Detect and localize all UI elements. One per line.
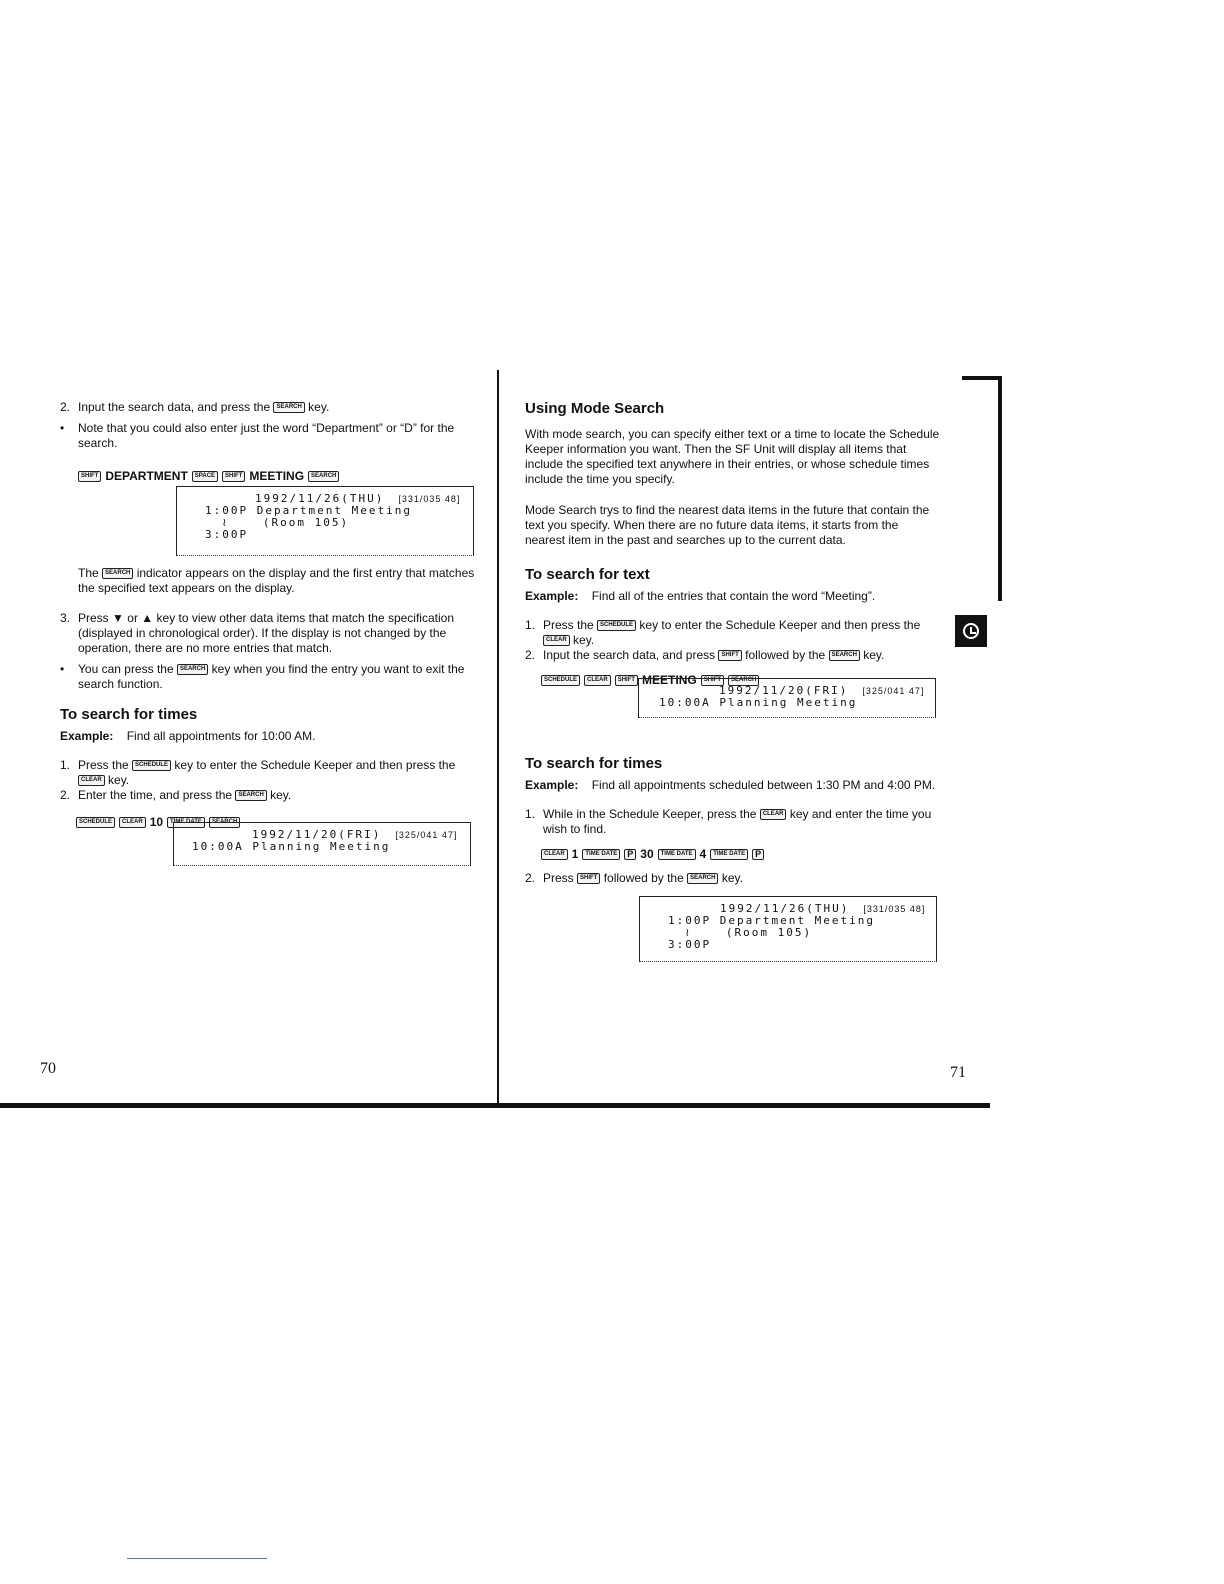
search-key-icon: SEARCH <box>235 790 266 801</box>
search-key-icon: SEARCH <box>308 471 339 482</box>
clear-key-icon: CLEAR <box>119 817 146 828</box>
shift-key-icon: SHIFT <box>718 650 741 661</box>
page-number-left: 70 <box>40 1060 56 1077</box>
step-2b <box>60 788 475 803</box>
lcd-display-1 <box>176 486 474 556</box>
step-1 <box>525 807 940 837</box>
step-text: followed by the <box>603 871 684 885</box>
corner-mark <box>962 376 1002 380</box>
step-3-block <box>60 611 475 829</box>
step-text: Press the <box>78 758 129 772</box>
step-1 <box>60 758 475 788</box>
lcd-line: 3:00P <box>205 528 249 541</box>
shift-key-icon: SHIFT <box>577 873 600 884</box>
bottom-rule <box>0 1103 990 1108</box>
clear-key-icon: CLEAR <box>541 849 568 860</box>
bullet: • <box>60 662 65 676</box>
right-times-section <box>525 755 940 886</box>
clear-key-icon: CLEAR <box>78 775 105 786</box>
step-1 <box>525 618 940 648</box>
clear-key-icon: CLEAR <box>543 635 570 646</box>
para-text: The <box>78 566 99 580</box>
lcd-line: 1:00P Department Meeting <box>205 504 412 517</box>
note-2 <box>60 662 475 692</box>
step-text: Press <box>78 611 109 625</box>
lcd-line: 10:00A Planning Meeting <box>192 840 391 853</box>
step-number: 2. <box>525 648 536 662</box>
indicator-paragraph <box>78 566 476 596</box>
lcd-record: [325/041 47] <box>395 830 458 840</box>
step-text: key. <box>863 648 885 662</box>
step-number: 2. <box>60 400 71 414</box>
shift-key-icon: SHIFT <box>701 675 724 686</box>
edge-mark <box>998 376 1002 601</box>
search-key-icon: SEARCH <box>829 650 860 661</box>
note-text: key when you find the entry you want to exit the search function. <box>78 662 465 691</box>
lcd-line: ≀ (Room 105) <box>205 516 350 529</box>
page-number-right: 71 <box>950 1064 966 1081</box>
clear-key-icon: CLEAR <box>760 809 787 820</box>
step-number: 1. <box>525 618 536 632</box>
key-sequence-1 <box>78 469 475 483</box>
step-text: key and enter the time you wish to find. <box>543 807 932 836</box>
lcd-record: [325/041 47] <box>862 686 925 696</box>
schedule-key-icon: SCHEDULE <box>76 817 115 828</box>
key-text: 10 <box>149 815 164 829</box>
step-text: Press the <box>543 618 594 632</box>
paragraph: Mode Search trys to find the nearest data items in the future that contain the text you specify. When there are no future data items, it starts from the nearest item in the past and searches up to the current data. <box>525 503 930 547</box>
step-text: key. <box>573 633 595 647</box>
step-number: 3. <box>60 611 71 625</box>
step-text: Input the search data, and press the <box>78 400 271 414</box>
lcd-line: ≀ (Room 105) <box>668 926 813 939</box>
shift-key-icon: SHIFT <box>78 471 101 482</box>
step-number: 2. <box>525 871 536 885</box>
step-2 <box>525 871 940 886</box>
shift-key-icon: SHIFT <box>615 675 638 686</box>
key-text: 4 <box>699 847 707 861</box>
step-2 <box>525 648 940 663</box>
key-text: MEETING <box>642 673 697 687</box>
step-2 <box>60 400 475 415</box>
search-key-icon: SEARCH <box>728 675 759 686</box>
lcd-record: [331/035 48] <box>398 494 461 504</box>
lcd-line: 10:00A Planning Meeting <box>659 696 858 709</box>
step-text: key. <box>270 788 292 802</box>
step-text: key to enter the Schedule Keeper and then press the <box>639 618 921 632</box>
step-text: While in the Schedule Keeper, press the <box>543 807 757 821</box>
search-key-icon: SEARCH <box>687 873 718 884</box>
section-heading: Using Mode Search <box>525 400 665 417</box>
step-text: key. <box>721 871 743 885</box>
right-page <box>525 400 940 687</box>
schedule-clock-icon <box>955 615 987 647</box>
schedule-key-icon: SCHEDULE <box>541 675 580 686</box>
step-text: followed by the <box>745 648 826 662</box>
example-label: Example: <box>525 778 579 792</box>
para-text: indicator appears on the display and the first entry that matches the specified text appears on the display. <box>78 566 475 595</box>
step-text: key. <box>108 773 130 787</box>
time-date-key-icon: TIME DATE <box>658 849 696 860</box>
up-arrow-icon: ▲ <box>141 611 154 625</box>
example-text: Find all of the entries that contain the word “Meeting”. <box>591 589 876 603</box>
search-indicator-icon: SEARCH <box>102 568 133 579</box>
time-date-key-icon: TIME DATE <box>582 849 620 860</box>
lcd-date: 1992/11/20(FRI) <box>252 828 382 841</box>
section-heading: To search for times <box>60 706 198 723</box>
example-text: Find all appointments scheduled between 1:30 PM and 4:00 PM. <box>591 778 936 792</box>
p-key-icon: P <box>752 849 764 860</box>
section-heading: To search for times <box>525 755 663 772</box>
page-spine <box>497 370 499 1105</box>
note-text: Note that you could also enter just the word “Department” or “D” for the search. <box>78 421 455 450</box>
key-sequence-4 <box>541 847 940 861</box>
p-key-icon: P <box>624 849 636 860</box>
step-text: Input the search data, and press <box>543 648 716 662</box>
step-text: or <box>127 611 138 625</box>
example <box>60 729 475 744</box>
example <box>525 778 940 793</box>
lcd-date: 1992/11/26(THU) <box>255 492 385 505</box>
space-key-icon: SPACE <box>192 471 218 482</box>
lcd-display-3 <box>638 678 936 718</box>
bullet: • <box>60 421 65 435</box>
step-text: Enter the time, and press the <box>78 788 233 802</box>
step-number: 1. <box>525 807 536 821</box>
key-text: 30 <box>640 847 654 861</box>
search-key-icon: SEARCH <box>177 664 208 675</box>
example-label: Example: <box>60 729 114 743</box>
lcd-date: 1992/11/26(THU) <box>720 902 850 915</box>
step-text: key. <box>308 400 330 414</box>
example-label: Example: <box>525 589 579 603</box>
example <box>525 589 940 604</box>
lcd-display-4 <box>639 896 937 962</box>
lcd-line: 3:00P <box>668 938 712 951</box>
down-arrow-icon: ▼ <box>112 611 124 625</box>
note-text: You can press the <box>78 662 174 676</box>
search-key-icon: SEARCH <box>209 817 240 828</box>
clear-key-icon: CLEAR <box>584 675 611 686</box>
section-heading: To search for text <box>525 566 650 583</box>
key-text: DEPARTMENT <box>105 469 188 483</box>
step-number: 1. <box>60 758 71 772</box>
lcd-record: [331/035 48] <box>863 904 926 914</box>
step-text: Press <box>543 871 574 885</box>
shift-key-icon: SHIFT <box>222 471 245 482</box>
step-3 <box>60 611 475 656</box>
lcd-date: 1992/11/20(FRI) <box>719 684 849 697</box>
example-text: Find all appointments for 10:00 AM. <box>126 729 316 743</box>
time-date-key-icon: TIME DATE <box>710 849 748 860</box>
left-page <box>60 400 475 483</box>
note-1 <box>60 421 475 451</box>
schedule-key-icon: SCHEDULE <box>597 620 636 631</box>
key-text: 1 <box>571 847 579 861</box>
key-text: MEETING <box>249 469 305 483</box>
lcd-display-2 <box>173 822 471 866</box>
underline-artifact <box>127 1558 267 1559</box>
paragraph: With mode search, you can specify either text or a time to locate the Schedule Keeper information you want. Then the SF Unit will display all items that include the specified text anywhere in their entries, or whose schedule times include the time you specify. <box>525 427 940 486</box>
step-text: key to enter the Schedule Keeper and then press the <box>174 758 456 772</box>
lcd-line: 1:00P Department Meeting <box>668 914 875 927</box>
search-key-icon: SEARCH <box>273 402 304 413</box>
step-number: 2. <box>60 788 71 802</box>
schedule-key-icon: SCHEDULE <box>132 760 171 771</box>
time-date-key-icon: TIME DATE <box>167 817 205 828</box>
step-text: key to view other data items that match the specification (displayed in chronological order). If the display is not changed by the operation, there are no more entries that match. <box>78 611 454 655</box>
